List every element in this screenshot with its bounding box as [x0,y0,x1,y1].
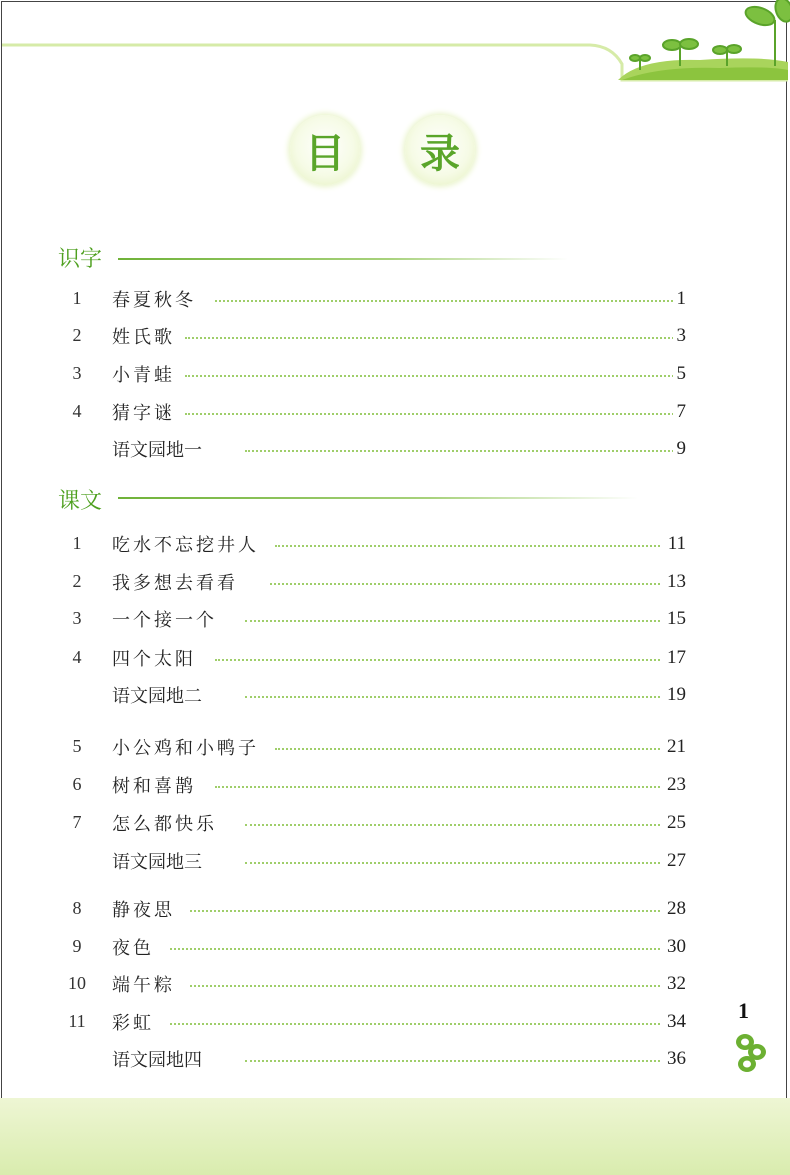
page-number: 28 [663,898,686,920]
page-number: 15 [663,608,686,630]
folio-number: 1 [738,998,749,1023]
page-number: 13 [663,571,686,593]
leader-dots [215,659,660,661]
lesson-title: 我多想去看看 [112,569,242,595]
leader-dots [245,862,660,864]
footer-band [0,1098,790,1175]
leader-dots [185,375,685,377]
page-number: 25 [663,812,686,834]
toc-row[interactable] [0,848,790,878]
leader-dots [270,583,660,585]
leader-dots [170,948,660,950]
lesson-number: 1 [72,533,82,553]
page-number: 17 [663,647,686,669]
lesson-number: 9 [72,936,82,956]
lesson-title: 春夏秋冬 [112,286,200,312]
lesson-number: 2 [72,571,82,591]
lesson-title: 四个太阳 [112,645,200,671]
leader-dots [190,910,660,912]
page-number: 7 [673,401,687,423]
leaf-ornament-icon [733,1030,769,1080]
toc-row[interactable] [0,323,790,353]
page-number: 30 [663,936,686,958]
section-heading-texts: 课文 [58,489,103,514]
leader-dots [245,620,660,622]
toc-row[interactable] [0,682,790,712]
lesson-number: 2 [72,325,82,345]
lesson-title: 语文园地四 [112,1046,206,1072]
lesson-title: 猜字谜 [112,399,179,425]
page-number: 34 [663,1011,686,1033]
toc-row[interactable] [0,436,790,466]
page-number: 23 [663,774,686,796]
leader-dots [275,748,660,750]
toc-row[interactable] [0,896,790,926]
lesson-number: 8 [72,898,82,918]
toc-row[interactable] [0,934,790,964]
lesson-number: 10 [68,973,86,993]
page-number: 36 [663,1048,686,1070]
leader-dots [245,450,685,452]
leader-dots [170,1023,660,1025]
lesson-title: 语文园地三 [112,848,206,874]
page-number: 21 [663,736,686,758]
toc-row[interactable] [0,1009,790,1039]
lesson-number: 1 [72,288,82,308]
page-title [0,115,790,195]
leader-dots [190,985,660,987]
leader-dots [215,300,685,302]
lesson-title: 小青蛙 [112,361,179,387]
toc-row[interactable] [0,531,790,561]
leader-dots [275,545,660,547]
lesson-title: 语文园地二 [112,682,206,708]
lesson-title: 怎么都快乐 [112,810,221,836]
toc-row[interactable] [0,810,790,840]
title-char-1: 目 [290,115,360,185]
section-heading-literacy: 识字 [58,247,103,272]
page-number: 1 [673,288,687,310]
lesson-title: 姓氏歌 [112,323,179,349]
page-number: 9 [673,438,687,460]
leader-dots [245,696,660,698]
leader-dots [185,337,685,339]
page-number: 19 [663,684,686,706]
page-number: 27 [663,850,686,872]
toc-row[interactable] [0,734,790,764]
lesson-number: 7 [72,812,82,832]
lesson-number: 11 [68,1011,86,1031]
toc-row[interactable] [0,361,790,391]
leader-dots [245,824,660,826]
leader-dots [245,1060,660,1062]
page-number: 11 [664,533,686,555]
lesson-number: 4 [72,647,82,667]
lesson-title: 树和喜鹊 [112,772,200,798]
toc-row[interactable] [0,1046,790,1076]
lesson-title: 静夜思 [112,896,179,922]
title-char-2: 录 [405,115,475,185]
lesson-number: 4 [72,401,82,421]
leader-dots [185,413,685,415]
section-divider [118,258,568,260]
lesson-number: 5 [72,736,82,756]
lesson-title: 吃水不忘挖井人 [112,531,263,557]
section-divider [118,497,638,499]
toc-row[interactable] [0,569,790,599]
lesson-title: 语文园地一 [112,436,206,462]
page-number: 3 [673,325,687,347]
lesson-number: 3 [72,608,82,628]
toc-row[interactable] [0,399,790,429]
toc-row[interactable] [0,772,790,802]
leader-dots [215,786,660,788]
lesson-title: 端午粽 [112,971,179,997]
toc-row[interactable] [0,286,790,316]
lesson-title: 小公鸡和小鸭子 [112,734,263,760]
toc-row[interactable] [0,971,790,1001]
page-number: 5 [673,363,687,385]
lesson-number: 3 [72,363,82,383]
toc-row[interactable] [0,606,790,636]
lesson-number: 6 [72,774,82,794]
page-number: 32 [663,973,686,995]
lesson-title: 一个接一个 [112,606,221,632]
lesson-title: 夜色 [112,934,158,960]
lesson-title: 彩虹 [112,1009,158,1035]
toc-row[interactable] [0,645,790,675]
